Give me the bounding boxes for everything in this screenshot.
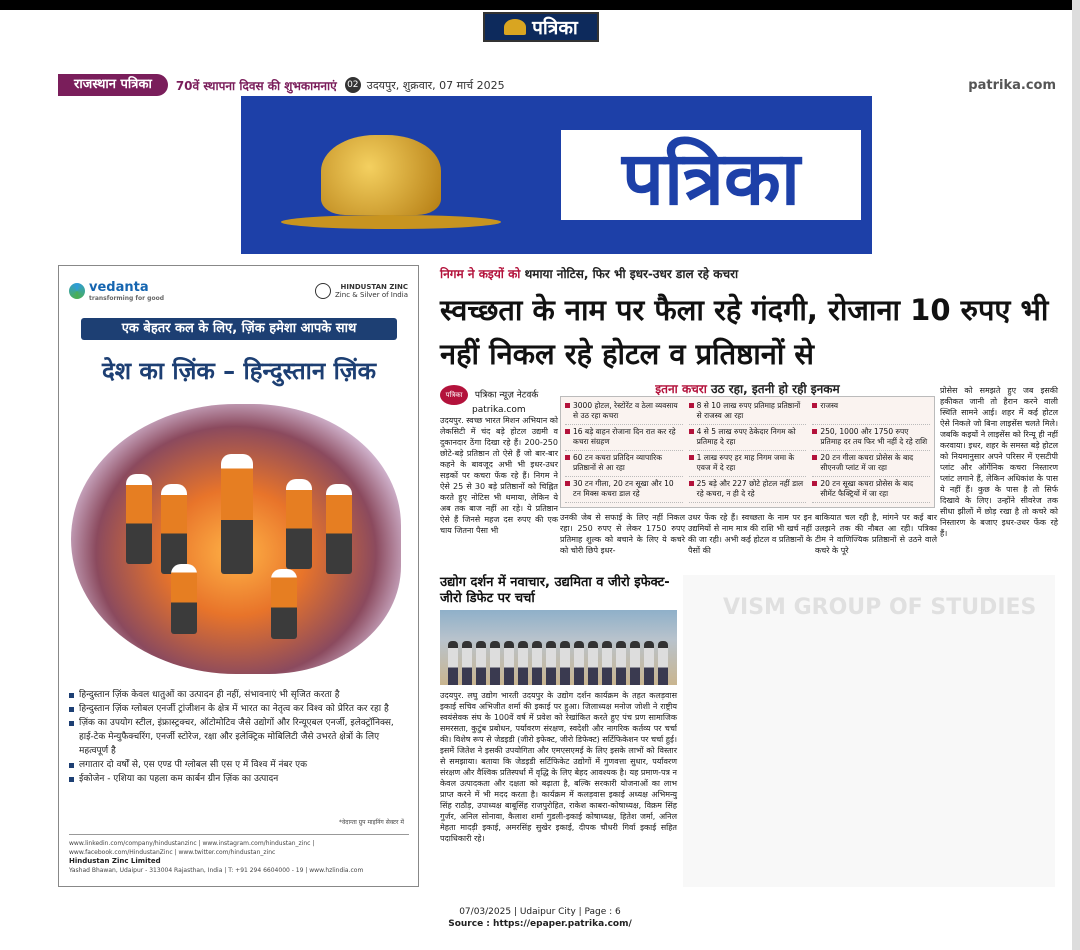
masthead-strip [58, 74, 1056, 96]
strip-site-link[interactable]: patrika.com [968, 77, 1056, 93]
ad-bullet: हिन्दुस्तान ज़िंक केवल धातुओं का उत्पादन ही नहीं, संभावनाएं भी सृजित करता है [69, 688, 409, 702]
ad-footnote: *वेदान्ता ग्रुप माइनिंग सेक्टर में [338, 819, 404, 826]
vedanta-name: vedanta [89, 280, 149, 295]
strip-date: उदयपुर, शुक्रवार, 07 मार्च 2025 [366, 78, 505, 92]
info-item: 250, 1000 और 1750 रुपए प्रतिमाह दर तय फिर भी नहीं दे रहे राशि [812, 427, 930, 451]
golden-lion-emblem-icon [281, 115, 501, 235]
info-item: 8 से 10 लाख रुपए प्रतिमाह प्रतिष्ठानों से राजस्व आ रहा [689, 401, 807, 425]
ad-bullet: ज़िंक का उपयोग स्टील, इंफ्रास्ट्रक्चर, ऑटोमोटिव जैसे उद्योगों और रिन्यूएबल एनर्जी, इलेक्ट्रॉनिक्स, हाई-टेक मेन्युफैक्चरिंग, एनर्जी स्टोरेज, रक्षा और इलेक्ट्रिक मोबिलिटी जैसे उभरते क्षेत्रों के लिए महत्वपूर्ण है [69, 716, 409, 758]
ad-headline: देश का ज़िंक – हिन्दुस्तान ज़िंक [101, 357, 377, 385]
info-item: 60 टन कचरा प्रतिदिन व्यापारिक प्रतिष्ठानों से आ रहा [565, 453, 683, 477]
article-column-5: प्रोसेस को समझते हुए जब इसकी हकीकत जानी तो हैरान करने वाली स्थिति सामने आई। शहर में कई होटल ऐसे निकले जो बिना लाइसेंस चलते मिले। जबकि कइयों ने लाइसेंस को रिन्यू ही नहीं करवाया। इधर, शहर के समस्त बड़े होटल को नियमानुसार अपने परिसर में एसटीपी प्लांट और ऑर्गेनिक कचरा निस्तारण प्लांट लगाने हैं, लेकिन अधिकांश के पास ये नहीं हैं। कुछ के पास है तो सिर्फ दिखावे के लिए। उन्होंने सीवरेज तक सीधा झीलों में छोड़ रखा है तो कचरे को निस्तारण के बजाए इधर-उधर फेंक रहे हैं। [940, 386, 1058, 538]
article2-body: उदयपुर. लघु उद्योग भारती उदयपुर के उद्योग दर्शन कार्यक्रम के तहत कलड़वास इकाई सचिव अभिजीत शर्मा की इकाई पर हुआ। जिलाध्यक्ष मनोज जोशी ने राष्ट्रीय स्वयंसेवक संघ के 100वें वर्ष में प्रवेश को रेखांकित करते हुए पंच प्रण सामाजिक समरसता, कुटुंब प्रबोधन, पर्यावरण संरक्षण, स्वदेशी और नागरिक कर्तव्य पर चर्चा की। विशेष रूप से जेडइडी (जीरो इफेक्ट, जीरो डिफेक्ट) सर्टिफिकेशन पर चर्चा हुई। इसमें जितेश ने इसकी उपयोगिता और एमएसएमई के लिए इसके लाभों को विस्तार से समझाया। बताया कि जेडइडी सर्टिफिकेट उद्योगों में गुणवत्ता सुधार, पर्यावरण संरक्षण और वैश्विक प्रतिस्पर्धा में वृद्धि के लिए बेहद आवश्यक है। यह प्रमाण-पत्र न केवल उत्पादकता और दक्षता को बढ़ाता है, बल्कि सरकारी योजनाओं का लाभ प्राप्त करने में भी मदद करता है। कार्यक्रम में कलड़वास इकाई अध्यक्ष अभिमन्यु सिंह राठौड़, उपाध्यक्ष बाबूसिंह राजपुरोहित, राकेश काबरा-कोषाध्यक्ष, विक्रम सिंह गुर्जर, अनिल सोनावा, कैलाश शर्मा गुडली-इकाई कोषाध्यक्ष, हितेश जर्मा, अनिल मेहता मादड़ी इकाई, अमरसिंह सुखेर इकाई, दीपक चौधरी गिर्वा इकाई सहित पदाधिकारी रहे। [440, 691, 677, 843]
ad-bullet-list [69, 688, 409, 786]
vedanta-tagline: transforming for good [89, 295, 164, 302]
faded-advertisement [683, 575, 1055, 887]
kicker-highlight: निगम ने कइयों को [440, 267, 521, 281]
ad-footer-company: Hindustan Zinc Limited [69, 857, 161, 865]
hindustan-zinc-advertisement [58, 265, 419, 887]
hindustan-zinc-logo [315, 283, 408, 299]
byline-network: पत्रिका न्यूज़ नेटवर्क [474, 390, 539, 401]
footer-source-link[interactable]: Source : https://epaper.patrika.com/ [448, 919, 632, 929]
infobox-title-highlight: इतना कचरा [655, 382, 707, 396]
info-item: 1 लाख रुपए हर माह निगम जमा के एवज में दे रहा [689, 453, 807, 477]
lion-icon [504, 19, 526, 35]
info-item: 20 टन गीला कचरा प्रोसेस के बाद सीएनजी प्लांट में जा रहा [812, 453, 930, 477]
strip-brand: राजस्थान पत्रिका [58, 74, 168, 96]
infobox-title [560, 380, 935, 397]
page-footer [0, 906, 1080, 930]
info-item: 30 टन गीला, 20 टन सूखा और 10 टन मिक्स कचरा डाल रहे [565, 479, 683, 503]
strip-anniversary: 70वें स्थापना दिवस की शुभकामनाएं [175, 78, 337, 93]
ad-header [69, 276, 408, 306]
ad-bullet: हिन्दुस्तान ज़िंक ग्लोबल एनर्जी ट्रांजीशन के क्षेत्र में भारत का नेतृत्व कर विश्व को प्रेरित कर रहा है [69, 702, 409, 716]
info-item: 3000 होटल, रेस्टोरेंट व ठेला व्यवसाय से उठ रहा कचरा [565, 401, 683, 425]
ad-footer-address: Yashad Bhawan, Udaipur - 313004 Rajasthan, India | T: +91 294 6604000 - 19 | www.hzlindia.com [69, 867, 364, 874]
kicker-text: थमाया नोटिस, फिर भी इधर-उधर डाल रहे कचरा [524, 267, 739, 281]
faded-ad-text: VISM GROUP OF STUDIES [723, 595, 1037, 620]
footer-edition-line: 07/03/2025 | Udaipur City | Page : 6 [459, 907, 621, 917]
article2-headline[interactable]: उद्योग दर्शन में नवाचार, उद्यमिता व जीरो इफेक्ट-जीरो डिफेट पर चर्चा [440, 575, 670, 606]
patrika-banner [241, 96, 872, 254]
top-black-bar [0, 0, 1080, 10]
article-kicker [440, 265, 738, 282]
article-column-3: उधर फेंक रहे हैं। स्वच्छता के नाम पर इन उद्यमियों से नाम मात्र की राशि भी खर्च नहीं की जा रही। अभी कई होटल व प्रतिष्ठानों के पैसों की [688, 513, 812, 555]
byline-site: patrika.com [472, 405, 526, 415]
info-item: 25 बड़े और 227 छोटे होटल नहीं डाल रहे कचरा, न ही दे रहे [689, 479, 807, 503]
ad-footer [69, 834, 409, 875]
top-patrika-logo[interactable] [483, 12, 599, 42]
info-item: राजस्व [812, 401, 930, 425]
hz-name: HINDUSTAN ZINC [340, 283, 408, 291]
patrika-news-logo: पत्रिका [440, 385, 468, 405]
article-headline[interactable]: स्वच्छता के नाम पर फैला रहे गंदगी, रोजाना 10 रुपए भी नहीं निकल रहे होटल व प्रतिष्ठानों से [440, 293, 1049, 371]
article2-group-photo [440, 610, 677, 685]
vedanta-logo [69, 280, 164, 302]
strip-page-number: 02 [345, 77, 361, 93]
ad-slogan: एक बेहतर कल के लिए, ज़िंक हमेशा आपके साथ [81, 318, 397, 340]
article-column-2: उनकी जेब से सफाई के लिए नहीं निकल रहा। 250 रुपए से लेकर 1750 रुपए प्रतिमाह शुल्क को बचाने के लिए ये कचरे को चोरी छिपे इधर- [560, 513, 685, 555]
article-column-4: बाकियात चल रही है, मांगने पर कई बार उलझने तक की नौबत आ रही। पत्रिका टीम ने वाणिज्यिक प्रतिष्ठानों से उठने वाले कचरे के पूरे [815, 513, 937, 555]
hz-emblem-icon [315, 283, 331, 299]
top-logo-label: पत्रिका [532, 17, 578, 39]
right-edge [1072, 0, 1080, 950]
banner-wordmark: पत्रिका [561, 130, 861, 220]
info-item: 16 बड़े वाहन रोजाना दिन रात कर रहे कचरा संग्रहण [565, 427, 683, 451]
infobox-title-text: उठ रहा, इतनी हो रही इनकम [711, 382, 840, 396]
ad-miners-photo [71, 404, 401, 674]
ad-bullet: ईकोजेन - एशिया का पहला कम कार्बन ग्रीन ज़िंक का उत्पादन [69, 772, 409, 786]
article-column-1: उदयपुर. स्वच्छ भारत मिशन अभियान को लेकसिटी में चंद बड़े होटल उद्यमी व दुकानदार ठेंगा दिखा रहे हैं। 200-250 छोटे-बड़े प्रतिष्ठान तो ऐसे हैं जो बार-बार कहने के बावजूद अभी भी इधर-उधर सड़कों पर कचरा फेंक रहे हैं। निगम ने ऐसे 25 से 30 बड़े प्रतिष्ठानों को चिह्नित करते हुए नोटिस भी थमाया, लेकिन ये अब तक बाज नहीं आ रहे। ये प्रतिष्ठान ऐसे हैं जिनसे महज दस रुपए की एक चाय जितना पैसा भी [440, 416, 558, 535]
hz-tagline: Zinc & Silver of India [335, 291, 408, 299]
info-item: 20 टन सूखा कचरा प्रोसेस के बाद सीमेंट फैक्ट्रियों में जा रहा [812, 479, 930, 503]
article-byline [440, 385, 560, 416]
info-item: 4 से 5 लाख रुपए ठेकेदार निगम को प्रतिमाह दे रहा [689, 427, 807, 451]
infobox [560, 396, 935, 508]
vedanta-icon [69, 283, 85, 299]
ad-footer-links: www.linkedin.com/company/hindustanzinc | www.instagram.com/hindustan_zinc | www.facebook.com/HindustanZinc | www.twitter.com/hindustan_zinc [69, 840, 315, 856]
ad-bullet: लगातार दो वर्षों से, एस एण्ड पी ग्लोबल सी एस ए में विश्व में नंबर एक [69, 758, 409, 772]
